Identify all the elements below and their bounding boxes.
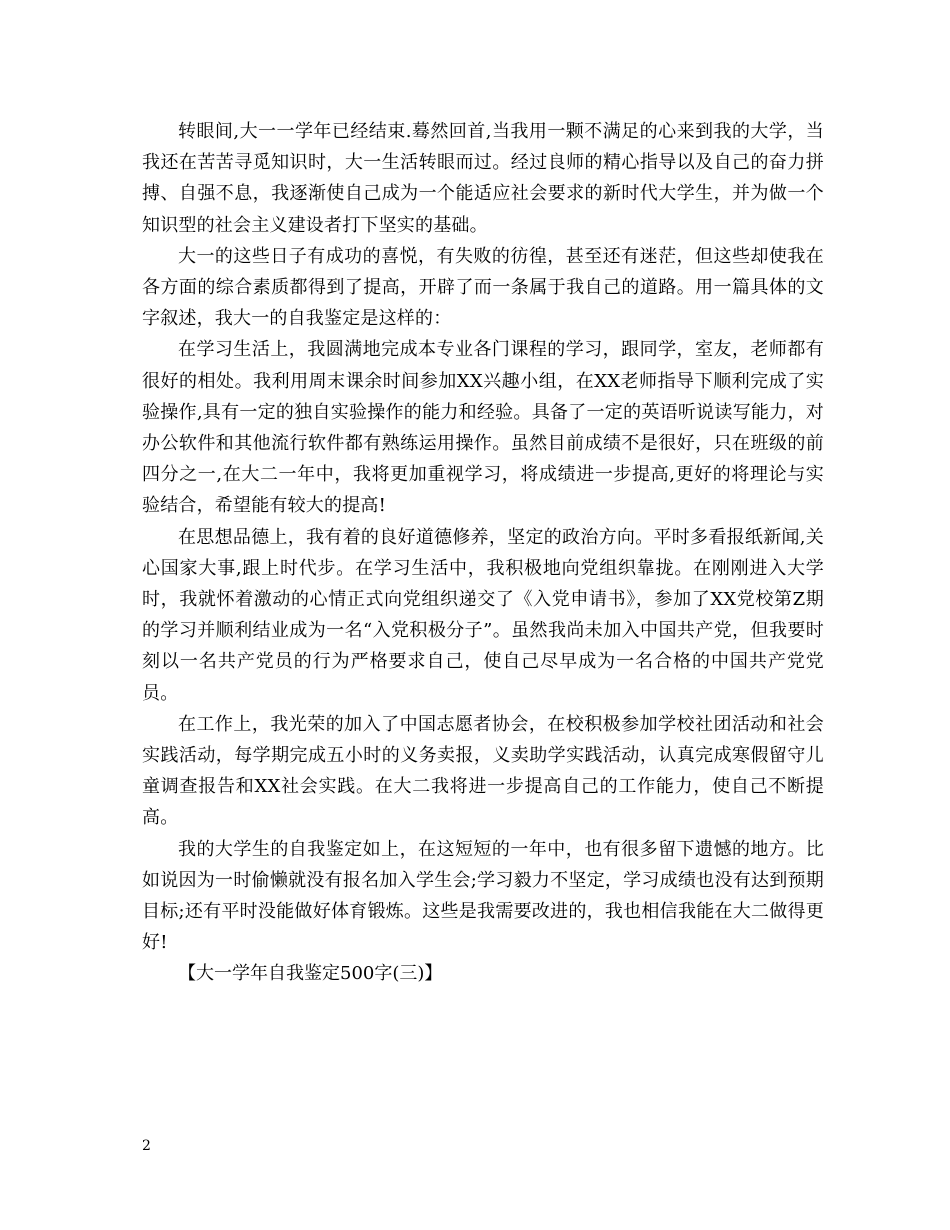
section-heading: 【大一学年自我鉴定500字(三)】 — [178, 963, 443, 985]
paragraph-conclusion: 我的大学生的自我鉴定如上，在这短短的一年中，也有很多留下遗憾的地方。比如说因为一时偷懒就没有报名加入学生会;学习毅力不坚定，学习成绩也没有达到预期目标;还有平时没能做好体育锻炼。这些是我需要改进的，我也相信我能在大二做得更好! — [142, 838, 824, 954]
paragraph-study: 在学习生活上，我圆满地完成本专业各门课程的学习，跟同学，室友，老师都有很好的相处。我利用周末课余时间参加XX兴趣小组，在XX老师指导下顺利完成了实验操作,具有一定的独自实验操作的能力和经验。具备了一定的英语听说读写能力，对办公软件和其他流行软件都有熟练运用操作。虽然目前成绩不是很好，只在班级的前四分之一,在大二一年中，我将更加重视学习，将成绩进一步提高,更好的将理论与实验结合，希望能有较大的提高! — [142, 339, 824, 517]
paragraph-work: 在工作上，我光荣的加入了中国志愿者协会，在校积极参加学校社团活动和社会实践活动，每学期完成五小时的义务卖报，义卖助学实践活动，认真完成寒假留守儿童调查报告和XX社会实践。在大二我将进一步提高自己的工作能力，使自己不断提高。 — [142, 713, 824, 829]
document-body — [142, 116, 824, 990]
paragraph-intro: 转眼间,大一一学年已经结束.蓦然回首,当我用一颗不满足的心来到我的大学，当我还在苦苦寻觅知识时，大一生活转眼而过。经过良师的精心指导以及自己的奋力拼搏、自强不息，我逐渐使自己成为一个能适应社会要求的新时代大学生，并为做一个知识型的社会主义建设者打下坚实的基础。 — [142, 121, 824, 236]
page-number: 2 — [142, 1138, 151, 1154]
paragraph-ideology: 在思想品德上，我有着的良好道德修养，坚定的政治方向。平时多看报纸新闻,关心国家大事,跟上时代步。在学习生活中，我积极地向党组织靠拢。在刚刚进入大学时，我就怀着激动的心情正式向党组织递交了《入党申请书》，参加了XX党校第Z期的学习并顺利结业成为一名“入党积极分子”。虽然我尚未加入中国共产党，但我要时刻以一名共产党员的行为严格要求自己，使自己尽早成为一名合格的中国共产党党员。 — [142, 526, 824, 704]
paragraph-summary: 大一的这些日子有成功的喜悦，有失败的彷徨，甚至还有迷茫，但这些却使我在各方面的综合素质都得到了提高，开辟了而一条属于我自己的道路。用一篇具体的文字叙述，我大一的自我鉴定是这样的： — [142, 245, 824, 330]
